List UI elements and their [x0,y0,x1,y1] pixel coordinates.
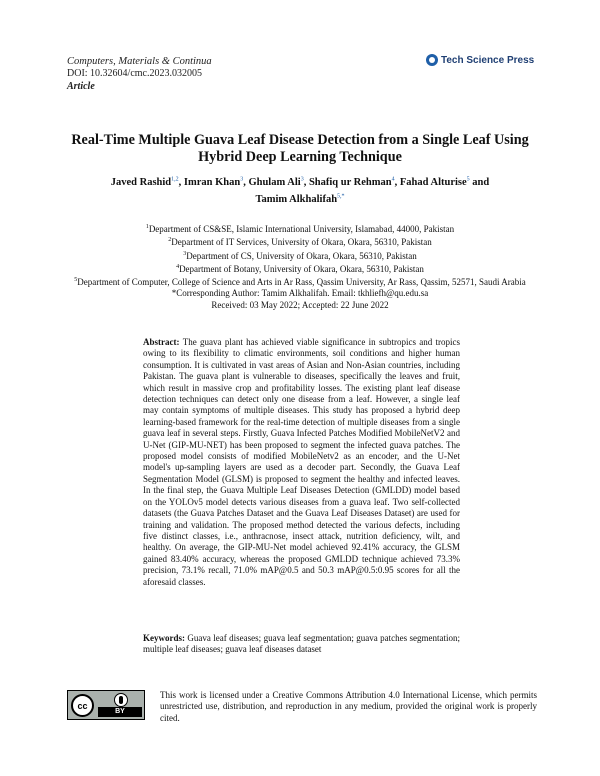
affiliation-2: $^2$Department of IT Services, University of Okara, Okara, 56310, Pakistan [168,237,432,248]
affiliation-1: $^1$Department of CS&SE, Islamic International University, Islamabad, 44000, Pakistan [145,224,455,234]
doi: DOI: 10.32604/cmc.2023.032005 [67,68,202,79]
publisher-name: Tech Science Press [441,54,535,66]
author-5: Fahad Alturise$^5$ and [399,176,490,188]
abstract [143,337,460,588]
author-1: Javed Rashid$^{1,2}$, [110,176,184,188]
publisher-logo [426,54,534,66]
keywords-text: Guava leaf diseases; guava leaf segmentation; guava patches segmentation; multiple leaf diseases; guava leaf diseases dataset [143,633,460,655]
article-type: Article [67,81,95,92]
keywords [143,633,460,656]
author-4-affil: 4 [391,176,395,182]
affiliation-4: $^4$Department of Botany, University of Okara, Okara, 56310, Pakistan [176,263,424,274]
author-2-affil: 3 [240,176,244,182]
author-3: Ghulam Ali$^3$, [248,176,309,188]
abstract-text: The guava plant has achieved viable significance in subtropics and tropics owing to its flexibility to climatic environments, soil conditions and higher human consumption. It is cultivated in vast areas of Asian and Non-Asian countries, including Pakistan. The guava plant is vulnerable to diseases, specifically the leaves and fruit, which result in massive crop and profitability losses. The existing plant leaf disease detection techniques can detect only one disease from a leaf. However, a single leaf may contain symptoms of multiple diseases. This study has proposed a hybrid deep learning-based framework for the real-time detection of multiple diseases from a single guava leaf in several steps. Firstly, Guava Infected Patches Modified MobileNetV2 and U-Net (GIP-MU-NET) has been proposed to segment the infected guava patches. The proposed model consists of modified MobileNetv2 as an encoder, and the U-Net model's up-sampling layers are used as a decoder part. Secondly, the Guava Leaf Segmentation Model (GLSM) is proposed to segment the healthy and infected leaves. In the final step, the Guava Multiple Leaf Diseases Detection (GMLDD) model based on the YOLOv5 model detects various diseases from a guava leaf. Two self-collected datasets (the Guava Patches Dataset and the Guava Leaf Diseases Dataset) are used for training and validation. The proposed method detected the various defects, including five distinct classes, i.e., anthracnose, insect attack, nutrition deficiency, wilt, and healthy. On average, the GIP-MU-Net model achieved 92.41% accuracy, the GLSM gained 83.40% accuracy, whereas the proposed GMLDD technique achieved 73.3% precision, 73.1% recall, 71.0% mAP@0.5 and 50.3 mAP@0.5:0.95 scores for all the aforesaid classes. [143,337,460,587]
author-list [80,172,520,207]
affiliation-list [60,222,540,311]
affiliation-3: $^3$Department of CS, University of Okara, Okara, 56310, Pakistan [183,250,417,261]
received-accepted-dates: Received: 03 May 2022; Accepted: 22 June 2022 [211,299,389,310]
author-5-affil: 5 [466,176,470,182]
creative-commons-icon: cc [71,694,94,717]
author-2: Imran Khan$^3$, [183,176,249,188]
by-label: BY [98,707,142,717]
author-3-affil: 3 [300,176,304,182]
affiliation-5: $^5$Department of Computer, College of Science and Arts in Ar Rass, Qassim University, Ar Rass, Qassim, 52571, Saudi Arabia [74,277,526,288]
title-line-2: Hybrid Deep Learning Technique [198,149,402,165]
publisher-emblem-icon [426,54,438,66]
title-line-1: Real-Time Multiple Guava Leaf Disease Detection from a Single Leaf Using [71,132,529,148]
keywords-label: Keywords: [143,633,185,643]
license-text: This work is licensed under a Creative Commons Attribution 4.0 International License, which permits unrestricted use, distribution, and reproduction in any medium, provided the original work is properly cited. [160,690,537,723]
paper-title [60,132,540,166]
author-6: Tamim Alkhalifah$^{5,*}$ [255,193,345,205]
author-1-affil: 1,2 [171,176,179,182]
author-4: Shafiq ur Rehman$^4$, [308,176,400,188]
corresponding-author: *Corresponding Author: Tamim Alkhalifah. Email: tkhliefh@qu.edu.sa [171,288,429,299]
cc-by-license-badge[interactable] [67,690,145,720]
abstract-label: Abstract: [143,337,180,347]
attribution-person-icon [114,693,128,707]
author-6-affil: 5,* [337,193,345,200]
journal-name: Computers, Materials & Continua [67,56,212,67]
